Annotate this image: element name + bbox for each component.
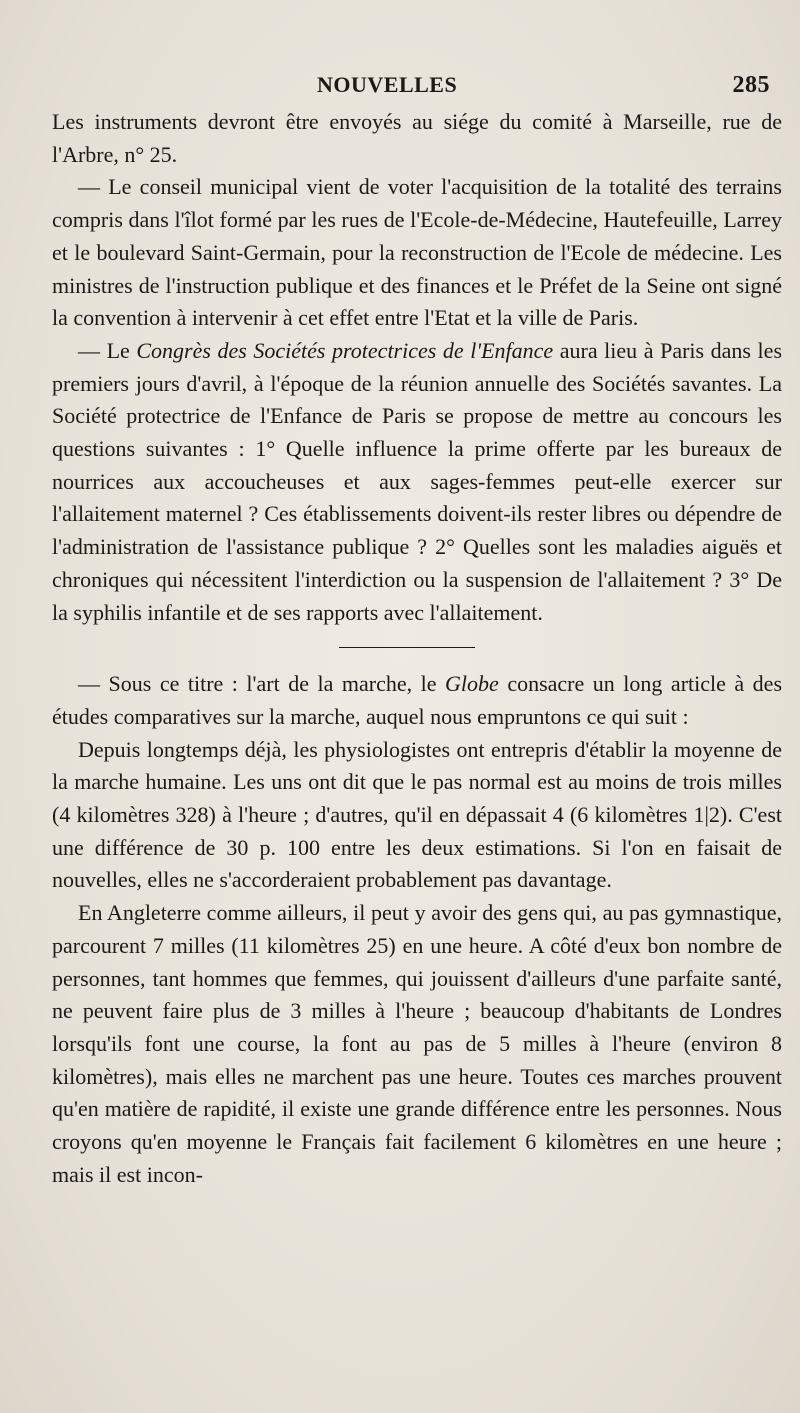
italic-title: Congrès des Sociétés protectrices de l'Enfance (136, 337, 554, 363)
paragraph (52, 668, 782, 733)
paragraph-text: — Sous ce titre : l'art de la marche, le (78, 671, 446, 697)
italic-title: Globe (445, 671, 499, 697)
page-number: 285 (732, 72, 770, 98)
running-title: NOUVELLES (317, 72, 458, 97)
paragraph (52, 106, 782, 171)
body-text (52, 106, 782, 1192)
section-divider (339, 647, 475, 648)
paragraph-text: — Le (78, 337, 137, 363)
paragraph-text: consacre un long article à des études comparatives sur la marche, auquel nous empruntons ce qui suit : (52, 671, 783, 729)
paragraph (52, 734, 782, 898)
paragraph (52, 171, 782, 335)
paragraph-text: En Angleterre comme ailleurs, il peut y avoir des gens qui, au pas gymnastique, parcourent 7 milles (11 kilomètres 25) en une heure. A côté d'eux bon nombre de personnes, tant hommes que femmes, qui jouissent d'ailleurs d'une parfaite santé, ne peuvent faire plus de 3 milles à l'heure ; beaucoup d'habitants de Londres lorsqu'ils font une course, la font au pas de 5 milles à l'heure (environ 8 kilomètres), mais elles ne marchent pas une heure. Toutes ces marches prouvent qu'en matière de rapidité, il existe une grande différence entre les personnes. Nous croyons qu'en moyenne le Français fait facilement 6 kilomètres en une heure ; mais il est incon- (52, 900, 782, 1187)
paragraph-text: Depuis longtemps déjà, les physiologistes ont entrepris d'établir la moyenne de la marche humaine. Les uns ont dit que le pas normal est au moins de trois milles (4 kilomètres 328) à l'heure ; d'autres, qu'il en dépassait 4 (6 kilomètres 1|2). C'est une différence de 30 p. 100 entre les deux estimations. Si l'on en faisait de nouvelles, elles ne s'accorderaient probablement pas davantage. (52, 736, 782, 893)
paragraph (52, 335, 782, 629)
paragraph-text: Les instruments devront être envoyés au siége du comité à Marseille, rue de l'Arbre, n° 25. (52, 109, 782, 167)
paragraph-text: — Le conseil municipal vient de voter l'acquisition de la totalité des terrains compris dans l'îlot formé par les rues de l'Ecole-de-Médecine, Hautefeuille, Larrey et le boulevard Saint-Germain, pour la reconstruction de l'Ecole de médecine. Les ministres de l'instruction publique et des finances et le Préfet de la Seine ont signé la convention à intervenir à cet effet entre l'Etat et la ville de Paris. (52, 174, 782, 331)
paragraph (52, 897, 782, 1191)
running-header (52, 72, 770, 102)
paragraph-text: aura lieu à Paris dans les premiers jours d'avril, à l'époque de la réunion annuelle des Sociétés savantes. La Société protectrice de l'Enfance de Paris se propose de mettre au concours les questions suivantes : 1° Quelle influence la prime offerte par les bureaux de nourrices aux accoucheuses et aux sages-femmes peut-elle exercer sur l'allaitement maternel ? Ces établissements doivent-ils rester libres ou dépendre de l'administration de l'assistance publique ? 2° Quelles sont les maladies aiguës et chroniques qui nécessitent l'interdiction ou la suspension de l'allaitement ? 3° De la syphilis infantile et de ses rapports avec l'allaitement. (52, 337, 782, 625)
